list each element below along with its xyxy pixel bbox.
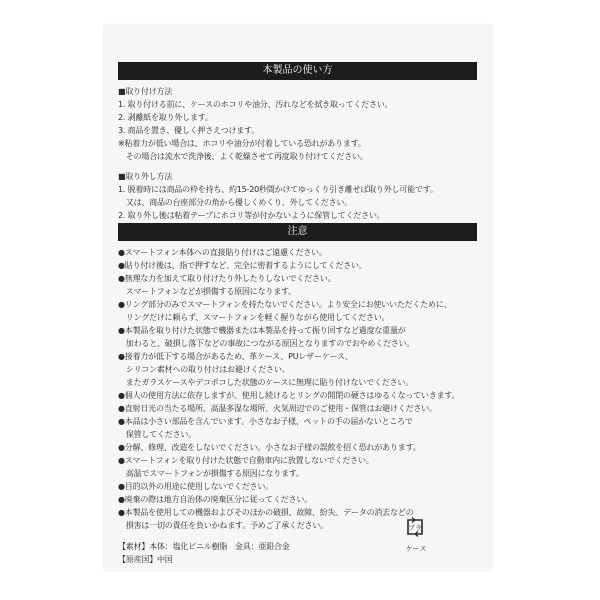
caution-item: ●目的以外の用途に使用しないでください。 (118, 482, 273, 491)
caution-item: ●貼り付け後は、指で押すなど、完全に密着するようにしてください。 (118, 261, 367, 270)
recycle-label: ケース (405, 545, 427, 553)
caution-item: ●スマートフォンを取り付けた状態で自動車内に放置しないでください。 (118, 456, 374, 465)
attach-note: その場合は流水で洗浄後、よく乾燥させて再度取り付けてください。 (118, 152, 368, 161)
detach-title: ■取り外し方法 (118, 172, 173, 181)
attach-title: ■取り付け方法 (118, 87, 173, 96)
attach-line: 2. 剥離紙を取り外します。 (118, 113, 213, 122)
detach-line: 又は、商品の台座部分の角から優しくめくり、外してください。 (118, 198, 352, 207)
caution-item: ●本品は小さい部品を含んでいます。小さなお子様、ペットの手の届かないところで (118, 417, 413, 426)
caution-item: ●個人の使用方法に依存しますが、使用し続けるとリングの開閉の硬さはゆるくなっていきます。 (118, 391, 460, 400)
caution-item: ●無理な力を加えて取り付けたり外したりしないでください。 (118, 274, 336, 283)
caution-item: シリコン素材への取り付けはお避けください。 (118, 365, 290, 374)
attach-line: 3. 商品を置き、優しく押さえつけます。 (118, 126, 260, 135)
attach-line: 1. 取り付ける前に、ケースのホコリや油分、汚れなどを拭き取ってください。 (118, 100, 393, 109)
caution-item: 高温でスマートフォンが損傷する原因になります。 (118, 469, 304, 478)
caution-item: ●本製品を使用しての機器およびそのほかの破損、故障、紛失、データの消去などの (118, 508, 414, 517)
caution-item: ●本製品を取り付けた状態で機器または本製品を持って振り回すなど過度な重量が (118, 326, 406, 335)
caution-item: ●廃棄の際は地方自治体の廃棄区分に従ってください。 (118, 495, 312, 504)
caution-item: ●接着力が低下する場合があるため、革ケース、PUレザーケース、 (118, 352, 353, 361)
caution-item: 保管してください。 (118, 430, 196, 439)
detach-line: 1. 脱着時には商品の枠を持ち、約15-20秒間かけてゆっくり引き離せば取り外し可能です。 (118, 185, 438, 194)
material-info: 【素材】本体：塩化ビニル樹脂 金具：亜鉛合金 (118, 542, 290, 551)
caution-item: ●リング部分のみでスマートフォンを持たないでください。より安全にお使いいただくために、 (118, 300, 452, 309)
origin-info: 【原産国】中国 (118, 555, 173, 564)
caution-item: 損害は一切の責任を負いかねます。予めご了承ください。 (118, 521, 328, 530)
usage-header: 本製品の使い方 (118, 62, 477, 80)
caution-item: 加わると、破損し落下などの事故につながる原因となりますのでおやめください。 (118, 339, 415, 348)
attach-note: ※粘着力が低い場合は、ホコリや油分が付着している恐れがあります。 (118, 139, 366, 148)
caution-item: リングだけに頼らず、スマートフォンを軽く握りながら使用してください。 (118, 313, 390, 322)
caution-item: ●スマートフォン本体への直接貼り付けはご遠慮ください。 (118, 248, 327, 257)
caution-item: ●直射日光の当たる場所、高温多湿な場所、火気周辺でのご使用・保管はお避けください。 (118, 404, 437, 413)
plastic-recycle-icon (402, 514, 428, 540)
recycle-mark-text: プラ (408, 524, 422, 532)
caution-header: 注意 (118, 223, 477, 241)
caution-item: ●分解、修理、改造をしないでください。小さなお子様の誤飲を招く恐れがあります。 (118, 443, 421, 452)
caution-item: スマートフォンなどが損傷する原因になります。 (118, 287, 296, 296)
caution-item: またガラスケースやデコボコした状態のケースに無理に貼り付けないでください。 (118, 378, 414, 387)
detach-line: 2. 取り外し後は粘着テープにホコリ等が付かないように保管してください。 (118, 211, 385, 220)
